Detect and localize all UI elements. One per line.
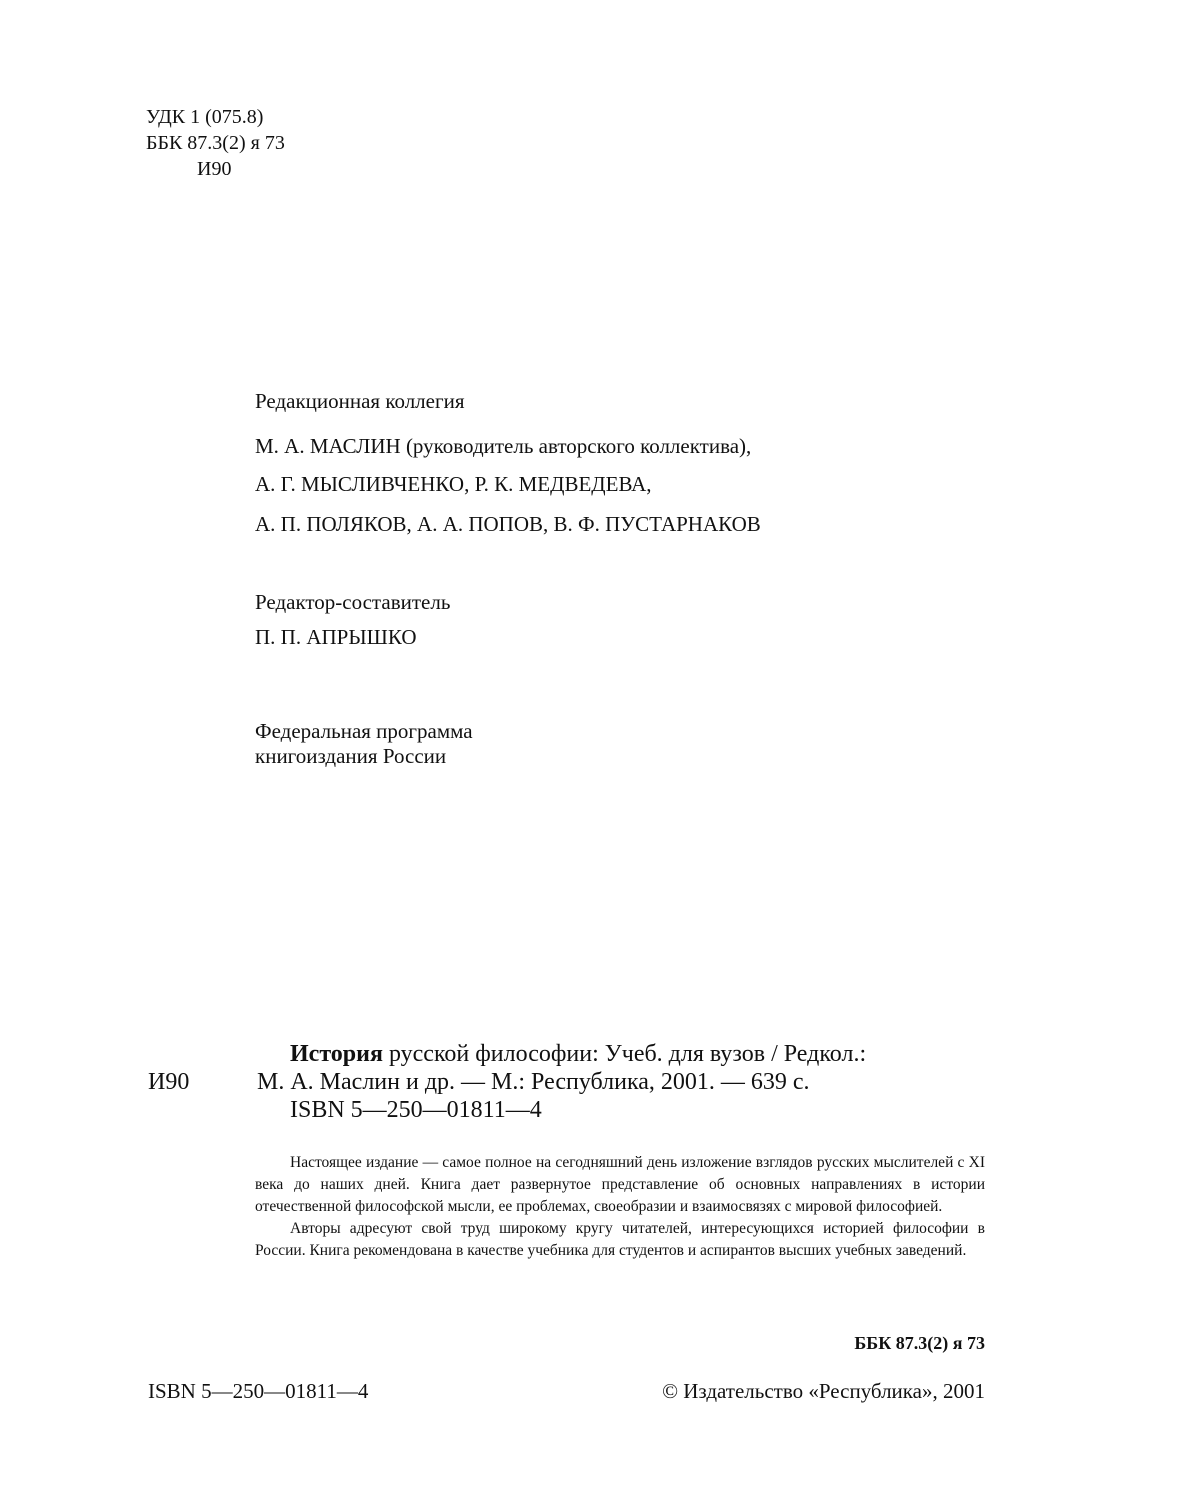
footer-bbk: ББК 87.3(2) я 73 [854, 1333, 985, 1353]
editor-compiler-name: П. П. АПРЫШКО [255, 625, 417, 649]
editorial-board-line-2: А. Г. МЫСЛИВЧЕНКО, Р. К. МЕДВЕДЕВА, [255, 472, 652, 496]
editorial-board-heading: Редакционная коллегия [255, 389, 465, 413]
annotation-title-bold: История [290, 1041, 383, 1067]
abstract [255, 1152, 985, 1262]
udk-code: УДК 1 (075.8) [146, 106, 264, 128]
annotation-isbn: ISBN 5—250—01811—4 [290, 1097, 542, 1123]
annotation-title-line [290, 1040, 866, 1068]
annotation-line-2: М. А. Маслин и др. — М.: Республика, 2001. — 639 с. [257, 1069, 810, 1095]
abstract-paragraph-1: Настоящее издание — самое полное на сегодняшний день изложение взглядов русских мыслителей с XI века до наших дней. Книга дает развернутое представление об основных направлениях в истории отечественной философской мысли, ее проблемах, своеобразии и взаимосвязях с мировой философией. [255, 1154, 985, 1215]
federal-program-line-1: Федеральная программа [255, 719, 473, 743]
annotation-title-rest: русской философии: Учеб. для вузов / Редкол.: [382, 1041, 867, 1067]
footer-isbn: ISBN 5—250—01811—4 [148, 1379, 369, 1403]
annotation-author-mark: И90 [148, 1069, 190, 1095]
abstract-paragraph-2: Авторы адресуют свой труд широкому кругу читателей, интересующихся историей философии в России. Книга рекомендована в качестве учебника для студентов и аспирантов высших учебных заведений. [255, 1220, 985, 1259]
editorial-board-line-1: М. А. МАСЛИН (руководитель авторского коллектива), [255, 434, 752, 458]
bbk-code: ББК 87.3(2) я 73 [146, 132, 285, 154]
federal-program-line-2: книгоиздания России [255, 744, 447, 768]
author-mark: И90 [197, 158, 232, 180]
footer-copyright: © Издательство «Республика», 2001 [662, 1379, 985, 1403]
editorial-board-line-3: А. П. ПОЛЯКОВ, А. А. ПОПОВ, В. Ф. ПУСТАРНАКОВ [255, 512, 761, 536]
editor-compiler-heading: Редактор-составитель [255, 590, 451, 614]
